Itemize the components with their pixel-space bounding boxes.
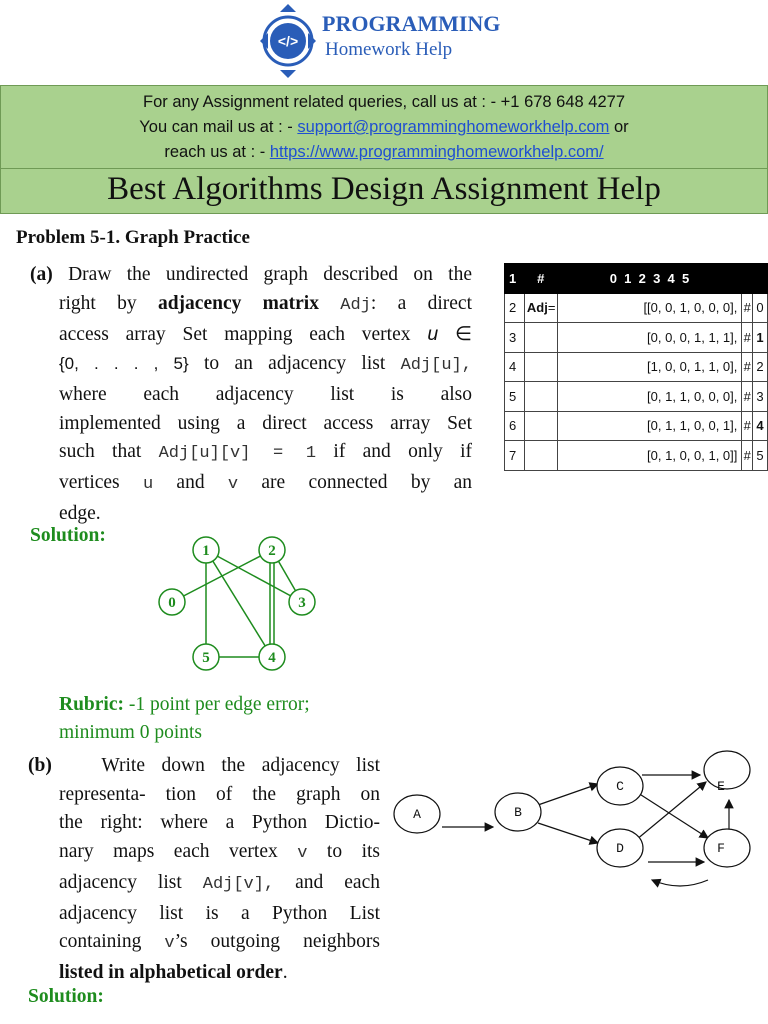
- part-a-text-2b: adjacency matrix: [157, 292, 319, 314]
- graph-node-label: 1: [202, 543, 210, 559]
- table-vertex-cell: 1: [753, 323, 768, 353]
- edge-c-f: [638, 793, 708, 838]
- part-a-text-7a: such that: [59, 441, 159, 463]
- part-a-text-2a: right by: [59, 292, 158, 314]
- graph-node-label: B: [514, 805, 522, 820]
- part-a-line: [30, 469, 472, 500]
- part-b-line: [28, 752, 380, 781]
- table-row: [505, 323, 768, 353]
- part-b-text-5a: adjacency list: [59, 871, 203, 893]
- solution-label-a: Solution:: [30, 525, 106, 546]
- table-empty-cell: [524, 441, 557, 471]
- table-matrix-cell: [0, 0, 0, 1, 1, 1],: [557, 323, 742, 353]
- part-b-line: [28, 838, 380, 869]
- part-a-label: (a): [30, 264, 53, 285]
- logo-icon: [256, 2, 320, 80]
- page-title: Best Algorithms Design Assignment Help: [107, 171, 661, 207]
- table-vertex-cell: 2: [753, 352, 768, 382]
- part-a-line: [30, 438, 472, 469]
- part-a-line: where each adjacency list is also: [59, 383, 472, 405]
- graph-node-label: 3: [298, 595, 306, 611]
- table-line-number: 3: [505, 323, 525, 353]
- part-b-line: [28, 959, 380, 988]
- part-a-text-3c: ∈: [455, 324, 472, 346]
- part-a-text-8a: vertices: [59, 471, 143, 493]
- graph-node-label: A: [413, 807, 421, 822]
- graph-node-label: D: [616, 841, 624, 856]
- rubric-label: Rubric:: [59, 694, 124, 715]
- adj-label-cell: [524, 293, 557, 323]
- part-a-text-8c: and: [153, 471, 228, 493]
- part-b-line: [28, 928, 380, 959]
- table-vertex-cell: 5: [753, 441, 768, 471]
- graph-node-label: 0: [168, 595, 176, 611]
- rubric-line: [59, 691, 310, 719]
- table-matrix-cell: [0, 1, 1, 0, 0, 0],: [557, 382, 742, 412]
- part-a-line: [30, 350, 472, 381]
- graph-node-label: 2: [268, 543, 276, 559]
- table-hash-cell: #: [742, 293, 753, 323]
- edge-b-d: [538, 823, 598, 843]
- undirected-graph: [150, 530, 330, 675]
- graph-node-label: F: [717, 841, 725, 856]
- edge-1-4: [206, 550, 272, 657]
- rubric-text-1: -1 point per edge error;: [124, 694, 310, 715]
- edge-2-0: [172, 550, 272, 602]
- part-b-text-5c: and each: [274, 871, 380, 893]
- rubric: [59, 691, 310, 747]
- table-empty-cell: [524, 323, 557, 353]
- part-b-line: representa- tion of the graph on: [59, 783, 380, 805]
- edge-d-e: [636, 782, 706, 840]
- table-line-number: 4: [505, 352, 525, 382]
- graph-node-f: [704, 829, 750, 867]
- table-header-cell: 0 1 2 3 4 5: [557, 264, 742, 294]
- problem-heading: Problem 5-1. Graph Practice: [16, 227, 250, 248]
- table-matrix-cell: [[0, 0, 1, 0, 0, 0],: [557, 293, 742, 323]
- table-header-cell: [753, 264, 768, 294]
- edge-f-d: [652, 880, 708, 886]
- part-a-text-7b: Adj[u][v] = 1: [158, 444, 317, 464]
- table-line-number: 6: [505, 411, 525, 441]
- part-a-text-8d: v: [227, 474, 239, 494]
- adjacency-matrix-table: [504, 263, 768, 471]
- part-b-text-7c: ’s outgoing neighbors: [174, 931, 380, 953]
- table-row: [505, 411, 768, 441]
- table-empty-cell: [524, 382, 557, 412]
- table-empty-cell: [524, 352, 557, 382]
- table-hash-cell: #: [742, 411, 753, 441]
- edge-b-c: [538, 784, 598, 805]
- part-b-text-4b: v: [297, 844, 308, 864]
- part-b-text-1: Write down the adjacency list: [101, 755, 380, 776]
- table-row: [505, 352, 768, 382]
- part-a-text-4c: Adj[u],: [400, 356, 472, 376]
- part-a-text-2c: Adj: [340, 295, 371, 315]
- part-b-text-8b: .: [282, 961, 288, 983]
- graph-node-label: C: [616, 779, 624, 794]
- part-b-line: the right: where a Python Dictio-: [59, 812, 380, 834]
- table-header-cell: #: [524, 264, 557, 294]
- part-a-text-7c: if and only if: [316, 441, 472, 463]
- contact-banner: [0, 85, 768, 169]
- part-b-text-8a: listed in alphabetical order: [59, 961, 283, 983]
- part-b-text-4c: to its: [307, 841, 380, 863]
- banner-url-line: [1, 143, 767, 162]
- table-matrix-cell: [0, 1, 0, 0, 1, 0]]: [557, 441, 742, 471]
- table-row: [505, 441, 768, 471]
- adj-label: Adj: [526, 300, 548, 316]
- email-link[interactable]: support@programminghomeworkhelp.com: [297, 118, 610, 136]
- part-b-line: [28, 869, 380, 900]
- part-a-line: implemented using a direct access array Set: [59, 412, 472, 434]
- table-header-cell: [742, 264, 753, 294]
- solution-label-b: Solution:: [28, 986, 104, 1007]
- table-row: [505, 293, 768, 323]
- table-line-number: 5: [505, 382, 525, 412]
- table-hash-cell: #: [742, 323, 753, 353]
- part-a-text-8e: are connected by an: [238, 471, 473, 493]
- website-link[interactable]: https://www.programminghomeworkhelp.com/: [269, 143, 604, 161]
- part-a-text-2d: : a direct: [370, 292, 472, 314]
- rubric-line: minimum 0 points: [59, 722, 203, 743]
- banner-email-line: [1, 118, 767, 137]
- table-empty-cell: [524, 411, 557, 441]
- part-b-line: adjacency list is a Python List: [59, 902, 380, 924]
- table-line-number: 7: [505, 441, 525, 471]
- logo-icon-text: </>: [277, 33, 299, 49]
- graph-node-label: 5: [202, 650, 210, 666]
- logo-subtitle: Homework Help: [325, 39, 453, 60]
- table-matrix-cell: [0, 1, 1, 0, 0, 1],: [557, 411, 742, 441]
- part-a-text-3a: access array Set mapping each vertex: [59, 324, 428, 346]
- table-row: [505, 382, 768, 412]
- part-b-label: (b): [28, 755, 52, 776]
- table-matrix-cell: [1, 0, 0, 1, 1, 0],: [557, 352, 742, 382]
- graph-node-label: 4: [268, 650, 276, 666]
- part-b-text-7a: containing: [59, 931, 165, 953]
- table-header-cell: 1: [505, 264, 525, 294]
- part-a-text-3b: u: [427, 323, 439, 346]
- part-a-line: edge.: [59, 502, 101, 524]
- part-a-line: [30, 290, 472, 321]
- banner-email-suffix: or: [609, 118, 629, 136]
- part-a-text-8b: u: [142, 474, 154, 494]
- part-b-text: [28, 752, 380, 988]
- logo-title: PROGRAMMING: [322, 11, 501, 36]
- table-hash-cell: #: [742, 441, 753, 471]
- adj-equals: =: [547, 300, 556, 316]
- part-a-text: [30, 261, 472, 528]
- banner-url-prefix: reach us at : -: [164, 143, 270, 161]
- directed-graph: [390, 740, 760, 900]
- part-a-line: [30, 320, 472, 350]
- part-b-text-7b: v: [164, 934, 175, 954]
- part-a-line: [30, 261, 472, 290]
- table-vertex-cell: 4: [753, 411, 768, 441]
- banner-phone-line: For any Assignment related queries, call us at : - +1 678 648 4277: [143, 93, 625, 111]
- table-header-row: [505, 264, 768, 294]
- table-vertex-cell: 3: [753, 382, 768, 412]
- table-vertex-cell: 0: [753, 293, 768, 323]
- part-b-text-4a: nary maps each vertex: [59, 841, 298, 863]
- part-a-text-4b: to an adjacency list: [188, 353, 401, 375]
- part-a-text-4a: {0, . . . , 5}: [59, 354, 189, 374]
- part-b-text-5b: Adj[v],: [202, 874, 275, 894]
- graph-node-e: [704, 751, 750, 789]
- part-a-text-1: Draw the undirected graph described on the: [68, 264, 472, 285]
- banner-email-prefix: You can mail us at : -: [139, 118, 298, 136]
- title-bar: [0, 168, 768, 214]
- table-hash-cell: #: [742, 352, 753, 382]
- graph-node-label: E: [717, 779, 725, 794]
- table-hash-cell: #: [742, 382, 753, 412]
- table-line-number: 2: [505, 293, 525, 323]
